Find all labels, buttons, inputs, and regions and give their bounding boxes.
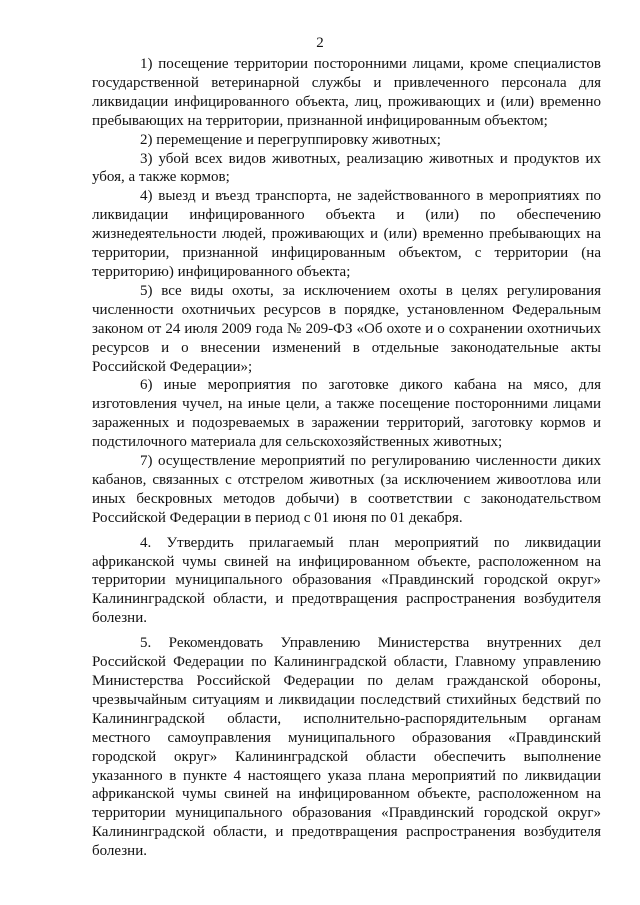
- paragraph-item-5: 5) все виды охоты, за исключением охоты в целях регулирования численности охотничьих ресурсов в порядке, установленном Федеральным законом от 24 июля 2009 года № 209-ФЗ «Об охоте и о сохранении охотничьих ресурсов и о внесении изменений в отдельные законодательные акты Российской Федерации»;: [92, 282, 601, 375]
- page-number: 2: [316, 35, 324, 51]
- paragraph-item-7: 7) осуществление мероприятий по регулированию численности диких кабанов, связанных с отстрелом животных (за исключением живоотлова или иных бескровных методов добычи) в соответствии с законодательством Российской Федерации в период с 01 июня по 01 декабря.: [92, 453, 601, 526]
- paragraph-item-3: 3) убой всех видов животных, реализацию животных и продуктов их убоя, а также кормов;: [92, 150, 601, 186]
- paragraph-item-2: 2) перемещение и перегруппировку животных;: [140, 131, 441, 148]
- paragraph-item-1: 1) посещение территории посторонними лицами, кроме специалистов государственной ветеринарной службы и привлеченного персонала для ликвидации инфицированного объекта, лиц, проживающих и (или) временно пребывающих на территории, признанной инфицированным объектом;: [92, 56, 601, 129]
- document-body: [92, 55, 601, 861]
- paragraph-clause-4: 4. Утвердить прилагаемый план мероприятий по ликвидации африканской чумы свиней на инфицированном объекте, расположенном на территории муниципального образования «Правдинский городской округ» Калининградской области, и предотвращения распространения возбудителя болезни.: [92, 534, 601, 627]
- paragraph-item-4: 4) выезд и въезд транспорта, не задействованного в мероприятиях по ликвидации инфицированного объекта и (или) по обеспечению жизнедеятельности людей, проживающих и (или) временно пребывающих на территории, признанной инфицированным объектом, с территории (на территорию) инфицированного объекта;: [92, 188, 601, 280]
- paragraph-item-6: 6) иные мероприятия по заготовке дикого кабана на мясо, для изготовления чучел, на иные цели, а также посещение посторонними лицами зараженных и подозреваемых в заражении территорий, заготовку кормов и подстилочного материала для сельскохозяйственных животных;: [92, 377, 601, 451]
- paragraph-clause-5: 5. Рекомендовать Управлению Министерства внутренних дел Российской Федерации по Калининградской области, Главному управлению Министерства Российской Федерации по делам гражданской обороны, чрезвычайным ситуациям и ликвидации последствий стихийных бедствий по Калининградской области, исполнительно-распорядительным органам местного самоуправления муниципального образования «Правдинский городской округ» Калининградской области обеспечить выполнение указанного в пункте 4 настоящего указа плана мероприятий по ликвидации африканской чумы свиней на инфицированном объекте, расположенном на территории муниципального образования «Правдинский городской округ» Калининградской области, и предотвращения распространения возбудителя болезни.: [92, 635, 601, 860]
